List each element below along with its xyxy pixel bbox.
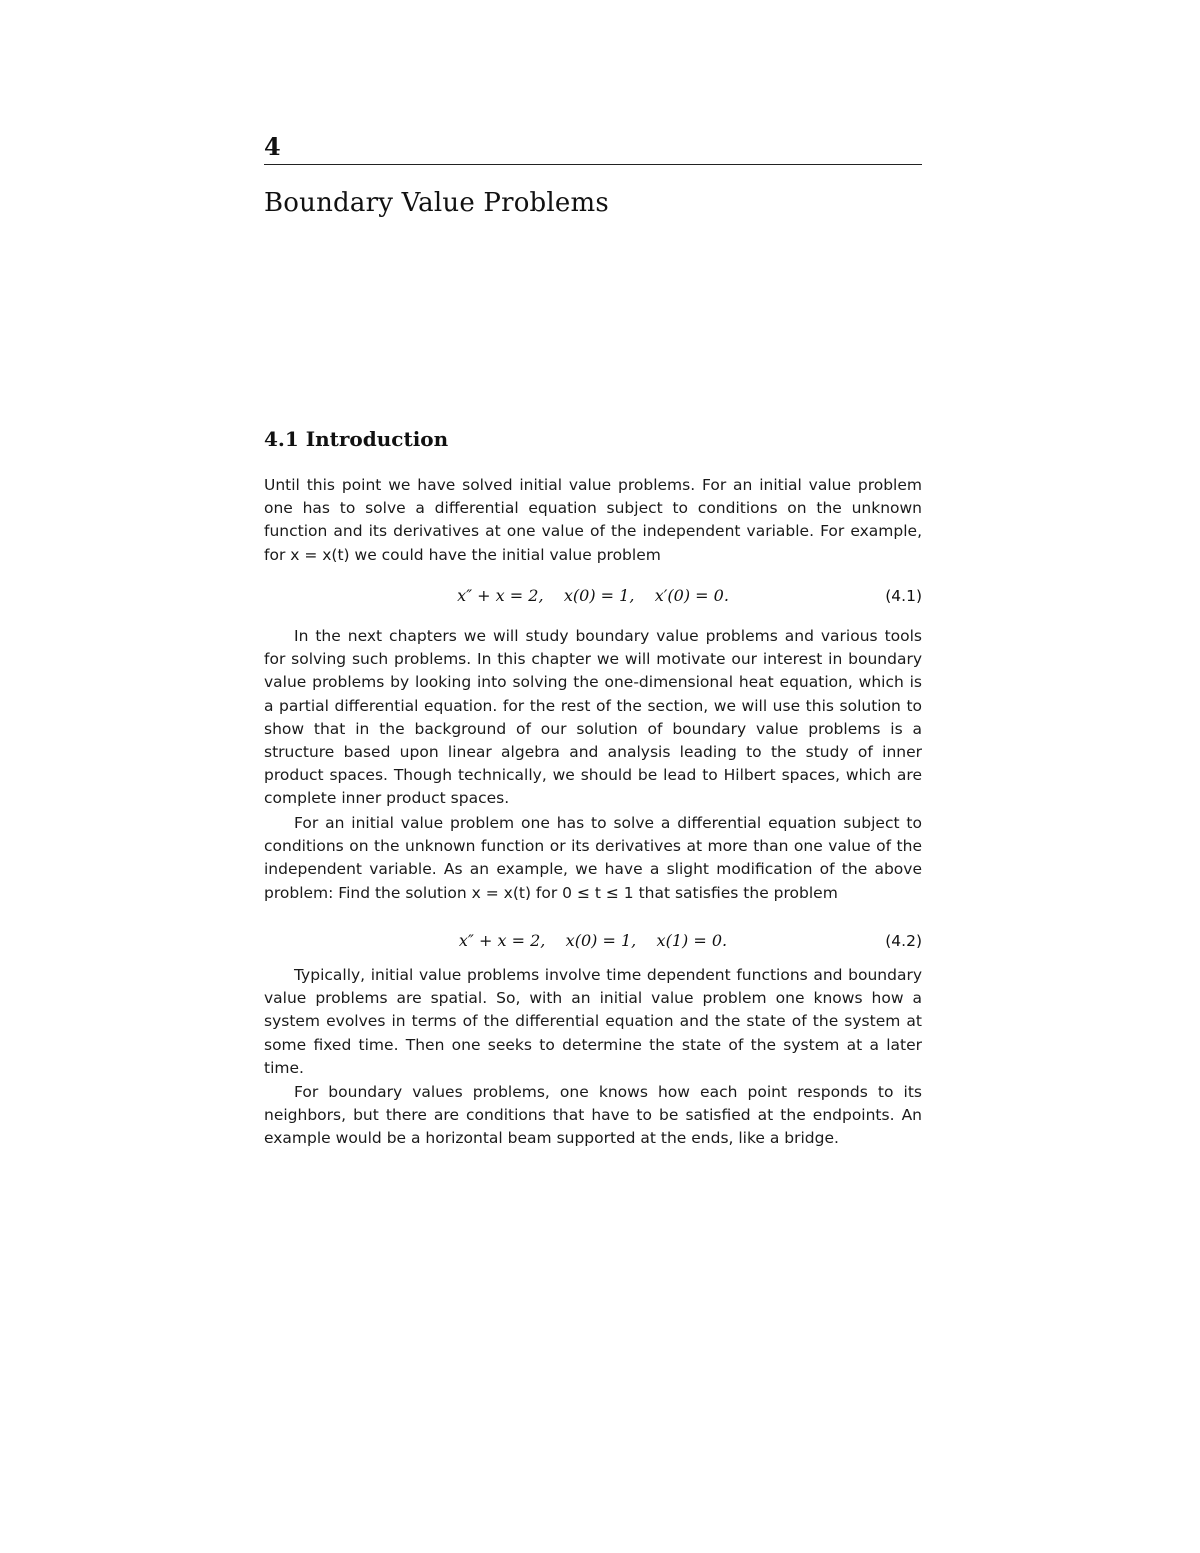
paragraph-4: Typically, initial value problems involve time dependent functions and boundary value problems are spatial. So, with an initial value problem one knows how a system evolves in terms of the differential equation and the state of the system at some fixed time. Then one seeks to determine the state of the system at a later time.	[264, 966, 922, 1077]
equation-4-2-body: x″ + x = 2, x(0) = 1, x(1) = 0.	[458, 931, 728, 950]
paragraph-2: In the next chapters we will study boundary value problems and various tools for solving such problems. In this chapter we will motivate our interest in boundary value problems by looking into solving the one-dimensional heat equation, which is a partial differential equation. for the rest of the section, we will use this solution to show that in the background of our solution of boundary value problems is a structure based upon linear algebra and analysis leading to the study of inner product spaces. Though technically, we should be lead to Hilbert spaces, which are complete inner product spaces.	[264, 627, 922, 808]
section-title: 4.1 Introduction	[264, 427, 449, 451]
paragraph-5: For boundary values problems, one knows how each point responds to its neighbors, but there are conditions that have to be satisfied at the endpoints. An example would be a horizontal beam supported at the ends, like a bridge.	[264, 1083, 922, 1148]
equation-4-1	[264, 584, 922, 608]
chapter-rule	[264, 164, 922, 165]
chapter-number: 4	[264, 132, 281, 161]
chapter-title: Boundary Value Problems	[264, 188, 609, 218]
paragraph-1: Until this point we have solved initial value problems. For an initial value problem one has to solve a differential equation subject to conditions on the unknown function and its derivatives at one value of the independent variable. For example, for x = x(t) we could have the initial value problem	[264, 476, 922, 564]
equation-4-1-number: (4.1)	[885, 587, 922, 605]
equation-4-1-body: x″ + x = 2, x(0) = 1, x′(0) = 0.	[457, 586, 729, 605]
equation-4-2-number: (4.2)	[885, 932, 922, 950]
paragraph-3: For an initial value problem one has to solve a differential equation subject to conditions on the unknown function or its derivatives at more than one value of the independent variable. As an example, we have a slight modification of the above problem: Find the solution x = x(t) for 0 ≤ t ≤ 1 that satisfies the problem	[264, 814, 922, 902]
equation-4-2	[264, 929, 922, 953]
